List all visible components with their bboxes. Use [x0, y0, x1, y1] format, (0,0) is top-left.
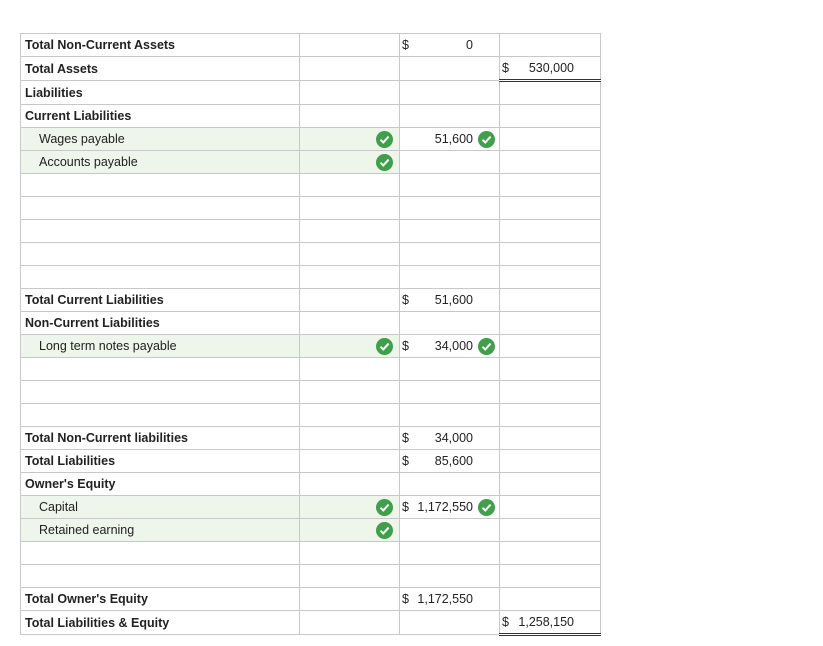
total-cell[interactable]	[500, 427, 601, 450]
row-retained-earning	[21, 519, 601, 542]
check-icon	[376, 154, 393, 171]
amount-value: 0	[466, 38, 473, 52]
row-total-noncurrent-liabilities	[21, 427, 601, 450]
account-name[interactable]	[21, 197, 300, 220]
account-name[interactable]: Wages payable	[21, 128, 300, 151]
account-select-cell[interactable]	[300, 496, 400, 519]
row-total-current-liabilities	[21, 289, 601, 312]
account-name[interactable]: Accounts payable	[21, 151, 300, 174]
amount-cell[interactable]	[400, 588, 500, 611]
currency-symbol: $	[502, 61, 509, 75]
amount-cell[interactable]	[400, 450, 500, 473]
balance-sheet-table	[20, 33, 601, 636]
amount-cell[interactable]	[400, 289, 500, 312]
row-empty	[21, 266, 601, 289]
row-noncurrent-liabilities-header	[21, 312, 601, 335]
row-empty	[21, 404, 601, 427]
total-cell[interactable]	[500, 496, 601, 519]
amount-cell[interactable]	[400, 57, 500, 81]
row-accounts-payable	[21, 151, 601, 174]
total-cell[interactable]	[500, 57, 601, 81]
account-name[interactable]	[21, 381, 300, 404]
account-name[interactable]	[21, 243, 300, 266]
row-wages-payable	[21, 128, 601, 151]
row-current-liabilities-header	[21, 105, 601, 128]
row-empty	[21, 565, 601, 588]
check-icon	[376, 499, 393, 516]
row-empty	[21, 358, 601, 381]
amount-cell[interactable]	[400, 335, 500, 358]
row-label: Total Liabilities & Equity	[21, 611, 300, 635]
amount-value: 34,000	[434, 431, 473, 445]
currency-symbol: $	[402, 339, 409, 353]
currency-symbol: $	[402, 293, 409, 307]
row-total-liabilities-equity	[21, 611, 601, 635]
amount-cell[interactable]	[400, 34, 500, 57]
account-select-cell[interactable]	[300, 519, 400, 542]
account-name[interactable]: Retained earning	[21, 519, 300, 542]
row-empty	[21, 220, 601, 243]
account-name[interactable]: Long term notes payable	[21, 335, 300, 358]
row-total-owners-equity	[21, 588, 601, 611]
amount-cell[interactable]	[400, 496, 500, 519]
total-value: 1,258,150	[518, 615, 574, 629]
amount-value: 51,600	[434, 293, 473, 307]
row-long-term-notes-payable	[21, 335, 601, 358]
total-cell[interactable]	[500, 289, 601, 312]
total-cell[interactable]	[500, 151, 601, 174]
amount-cell[interactable]	[400, 519, 500, 542]
account-select-cell[interactable]	[300, 151, 400, 174]
total-value: 530,000	[528, 61, 574, 75]
check-icon	[376, 522, 393, 539]
row-empty	[21, 197, 601, 220]
total-cell[interactable]	[500, 588, 601, 611]
row-label: Total Liabilities	[21, 450, 300, 473]
amount-cell[interactable]	[400, 427, 500, 450]
currency-symbol: $	[402, 592, 409, 606]
account-name[interactable]	[21, 565, 300, 588]
account-name[interactable]	[21, 266, 300, 289]
amount-cell[interactable]	[400, 611, 500, 635]
row-total-noncurrent-assets	[21, 34, 601, 57]
row-total-liabilities	[21, 450, 601, 473]
amount-value: 85,600	[434, 454, 473, 468]
total-cell[interactable]	[500, 611, 601, 635]
total-cell[interactable]	[500, 519, 601, 542]
row-total-assets	[21, 57, 601, 81]
currency-symbol: $	[402, 431, 409, 445]
amount-cell[interactable]	[400, 128, 500, 151]
account-name[interactable]	[21, 358, 300, 381]
amount-value: 1,172,550	[417, 500, 473, 514]
account-name[interactable]	[21, 542, 300, 565]
account-name[interactable]	[21, 220, 300, 243]
row-capital	[21, 496, 601, 519]
total-cell[interactable]	[500, 450, 601, 473]
check-icon	[478, 338, 495, 355]
section-heading: Liabilities	[21, 81, 300, 105]
row-label: Total Assets	[21, 57, 300, 81]
row-label: Total Current Liabilities	[21, 289, 300, 312]
currency-symbol: $	[402, 38, 409, 52]
row-label: Total Non-Current Assets	[21, 34, 300, 57]
total-cell[interactable]	[500, 335, 601, 358]
account-name[interactable]: Capital	[21, 496, 300, 519]
row-empty	[21, 243, 601, 266]
amount-value: 34,000	[434, 339, 473, 353]
check-icon	[478, 131, 495, 148]
section-heading: Current Liabilities	[21, 105, 300, 128]
amount-value: 51,600	[434, 132, 473, 146]
row-liabilities-header	[21, 81, 601, 105]
row-empty	[21, 381, 601, 404]
account-select-cell[interactable]	[300, 34, 400, 57]
account-select-cell[interactable]	[300, 57, 400, 81]
account-name[interactable]	[21, 404, 300, 427]
check-icon	[478, 499, 495, 516]
row-empty	[21, 174, 601, 197]
row-owners-equity-header	[21, 473, 601, 496]
currency-symbol: $	[402, 500, 409, 514]
currency-symbol: $	[402, 454, 409, 468]
section-heading: Owner's Equity	[21, 473, 300, 496]
check-icon	[376, 338, 393, 355]
account-name[interactable]	[21, 174, 300, 197]
amount-cell[interactable]	[400, 151, 500, 174]
row-label: Total Owner's Equity	[21, 588, 300, 611]
row-label: Total Non-Current liabilities	[21, 427, 300, 450]
account-select-cell[interactable]	[300, 335, 400, 358]
currency-symbol: $	[502, 615, 509, 629]
account-select-cell[interactable]	[300, 128, 400, 151]
section-heading: Non-Current Liabilities	[21, 312, 300, 335]
total-cell[interactable]	[500, 34, 601, 57]
check-icon	[376, 131, 393, 148]
amount-value: 1,172,550	[417, 592, 473, 606]
total-cell[interactable]	[500, 128, 601, 151]
row-empty	[21, 542, 601, 565]
